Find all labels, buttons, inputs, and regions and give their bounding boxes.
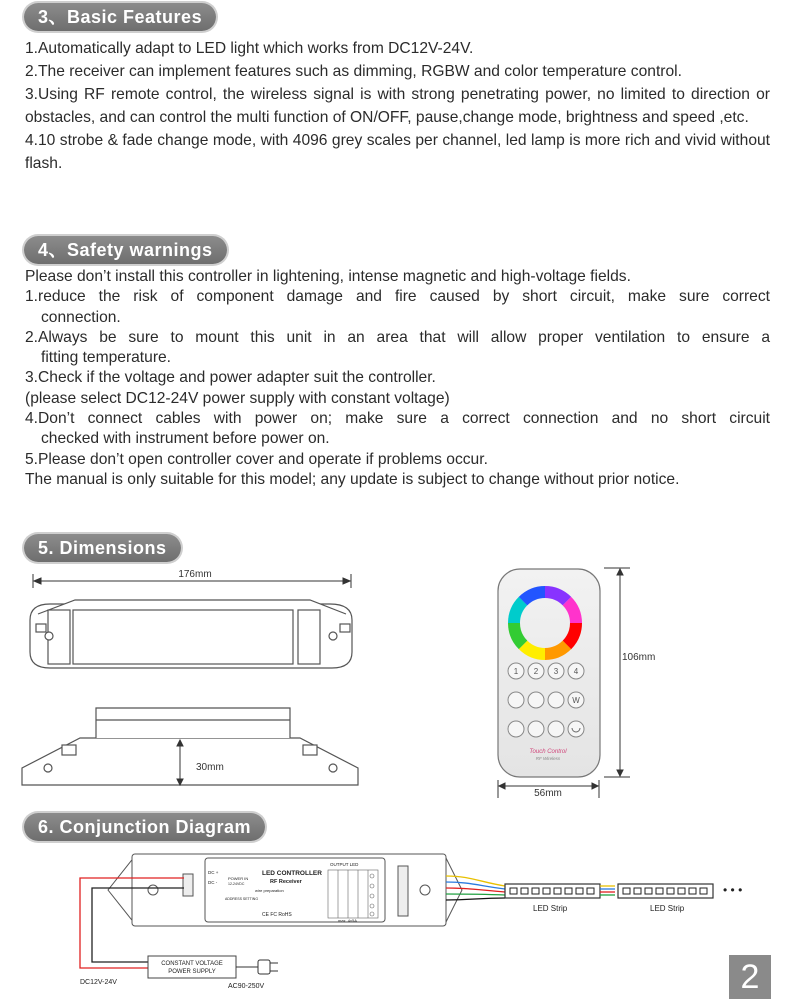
led-strip-1 (505, 884, 600, 898)
max-current: max. 4x5A (338, 918, 357, 923)
power-in: POWER IN (228, 876, 249, 881)
item-num: 2. (25, 328, 39, 346)
remote-brand: Touch Control (529, 749, 567, 755)
item-num: 1. (25, 288, 39, 306)
section-header-basic-features: 3、Basic Features (24, 3, 216, 31)
cert-marks: CE FC RoHS (262, 912, 292, 918)
remote-key-w: W (572, 696, 580, 705)
safety-item-cont: checked with instrument before power on. (41, 430, 330, 448)
remote-key-4: 4 (573, 667, 579, 676)
item-num: 5. (25, 450, 39, 468)
section-header-conjunction-diagram: 6. Conjunction Diagram (24, 813, 265, 841)
item-text: Please don’t open controller cover and operate if problems occur. (38, 450, 488, 468)
remote-key-2: 2 (533, 667, 539, 676)
address-setting: ADDRESS SETTING (225, 897, 259, 901)
height-label: 30mm (196, 762, 224, 773)
led-strip-2-label: LED Strip (650, 904, 685, 913)
output-led-label: OUTPUT LED (330, 862, 359, 867)
safety-item (25, 287, 770, 307)
output-terminals (328, 870, 378, 918)
safety-item (25, 328, 770, 348)
remote-control (498, 569, 600, 777)
remote-key-1: 1 (513, 667, 519, 676)
feature-item: 4.10 strobe & fade change mode, with 4096 grey scales per channel, led lamp is more rich and vivid without flash. (25, 132, 770, 172)
safety-item-cont: connection. (41, 308, 121, 326)
controller-side-view (22, 708, 358, 785)
remote-height-dimension (604, 568, 630, 777)
section-header-safety-warnings: 4、Safety warnings (24, 236, 227, 264)
item-text: Check if the voltage and power adapter suit the controller. (38, 369, 436, 387)
feature-item: 2.The receiver can implement features such as dimming, RGBW and color temperature control. (25, 63, 682, 80)
item-num: 3. (25, 369, 39, 387)
safety-item (25, 389, 770, 409)
basic-features-list (25, 37, 770, 175)
item-text: Always be sure to mount this unit in an area that will allow proper ventilation to ensure a (38, 328, 770, 346)
remote-key-3: 3 (553, 667, 559, 676)
dc-minus: DC - (208, 880, 218, 885)
led-strip-2 (618, 884, 713, 898)
safety-warnings-list (25, 267, 770, 490)
item-text: (please select DC12-24V power supply with constant voltage) (25, 389, 450, 407)
psu-line2: POWER SUPPLY (168, 969, 216, 975)
feature-item: 1.Automatically adapt to LED light which works from DC12V-24V. (25, 40, 474, 57)
power-range: 12-24VDC (228, 882, 245, 886)
dc-plus: DC + (208, 870, 219, 875)
led-strip-1-label: LED Strip (533, 904, 568, 913)
remote-sub: RF Wireless (535, 756, 561, 761)
ac-voltage-label: AC90-250V (228, 983, 265, 990)
strip-continuation: • • • (723, 883, 743, 897)
conjunction-diagram (0, 842, 800, 992)
item-num: 4. (25, 410, 39, 428)
safety-item (25, 368, 770, 388)
dc-voltage-label: DC12V-24V (80, 979, 117, 986)
wire-prep: wire preparation (255, 888, 284, 893)
safety-item (25, 450, 770, 470)
item-text: reduce the risk of component damage and fire caused by short circuit, make sure correct (38, 288, 770, 306)
controller-title: LED CONTROLLER (262, 870, 322, 877)
strip-link-wires (600, 886, 615, 895)
remote-width-label: 56mm (534, 788, 562, 799)
feature-item: 3.Using RF remote control, the wireless signal is with strong penetrating power, no limited to direction or obstacles, and can control the multi function of ON/OFF, pause,change mode, brightness and speed ,etc. (25, 86, 770, 126)
safety-item-cont: fitting temperature. (41, 349, 172, 367)
remote-height-label: 106mm (622, 652, 656, 663)
safety-item (25, 409, 770, 429)
controller-sub: RF Receiver (270, 879, 302, 885)
length-label: 176mm (178, 569, 212, 580)
page-number: 2 (729, 955, 771, 999)
dimensions-drawing (0, 560, 800, 805)
controller-top-view (30, 600, 352, 668)
psu-line1: CONSTANT VOLTAGE (161, 961, 223, 967)
safety-intro: Please don’t install this controller in lightening, intense magnetic and high-voltage fields. (25, 268, 631, 285)
ac-plug-icon (236, 960, 278, 974)
safety-outro: The manual is only suitable for this model; any update is subject to change without prior notice. (25, 470, 680, 488)
item-text: Don’t connect cables with power on; make sure a correct connection and no short circuit (38, 410, 770, 428)
section-header-dimensions: 5. Dimensions (24, 534, 181, 562)
